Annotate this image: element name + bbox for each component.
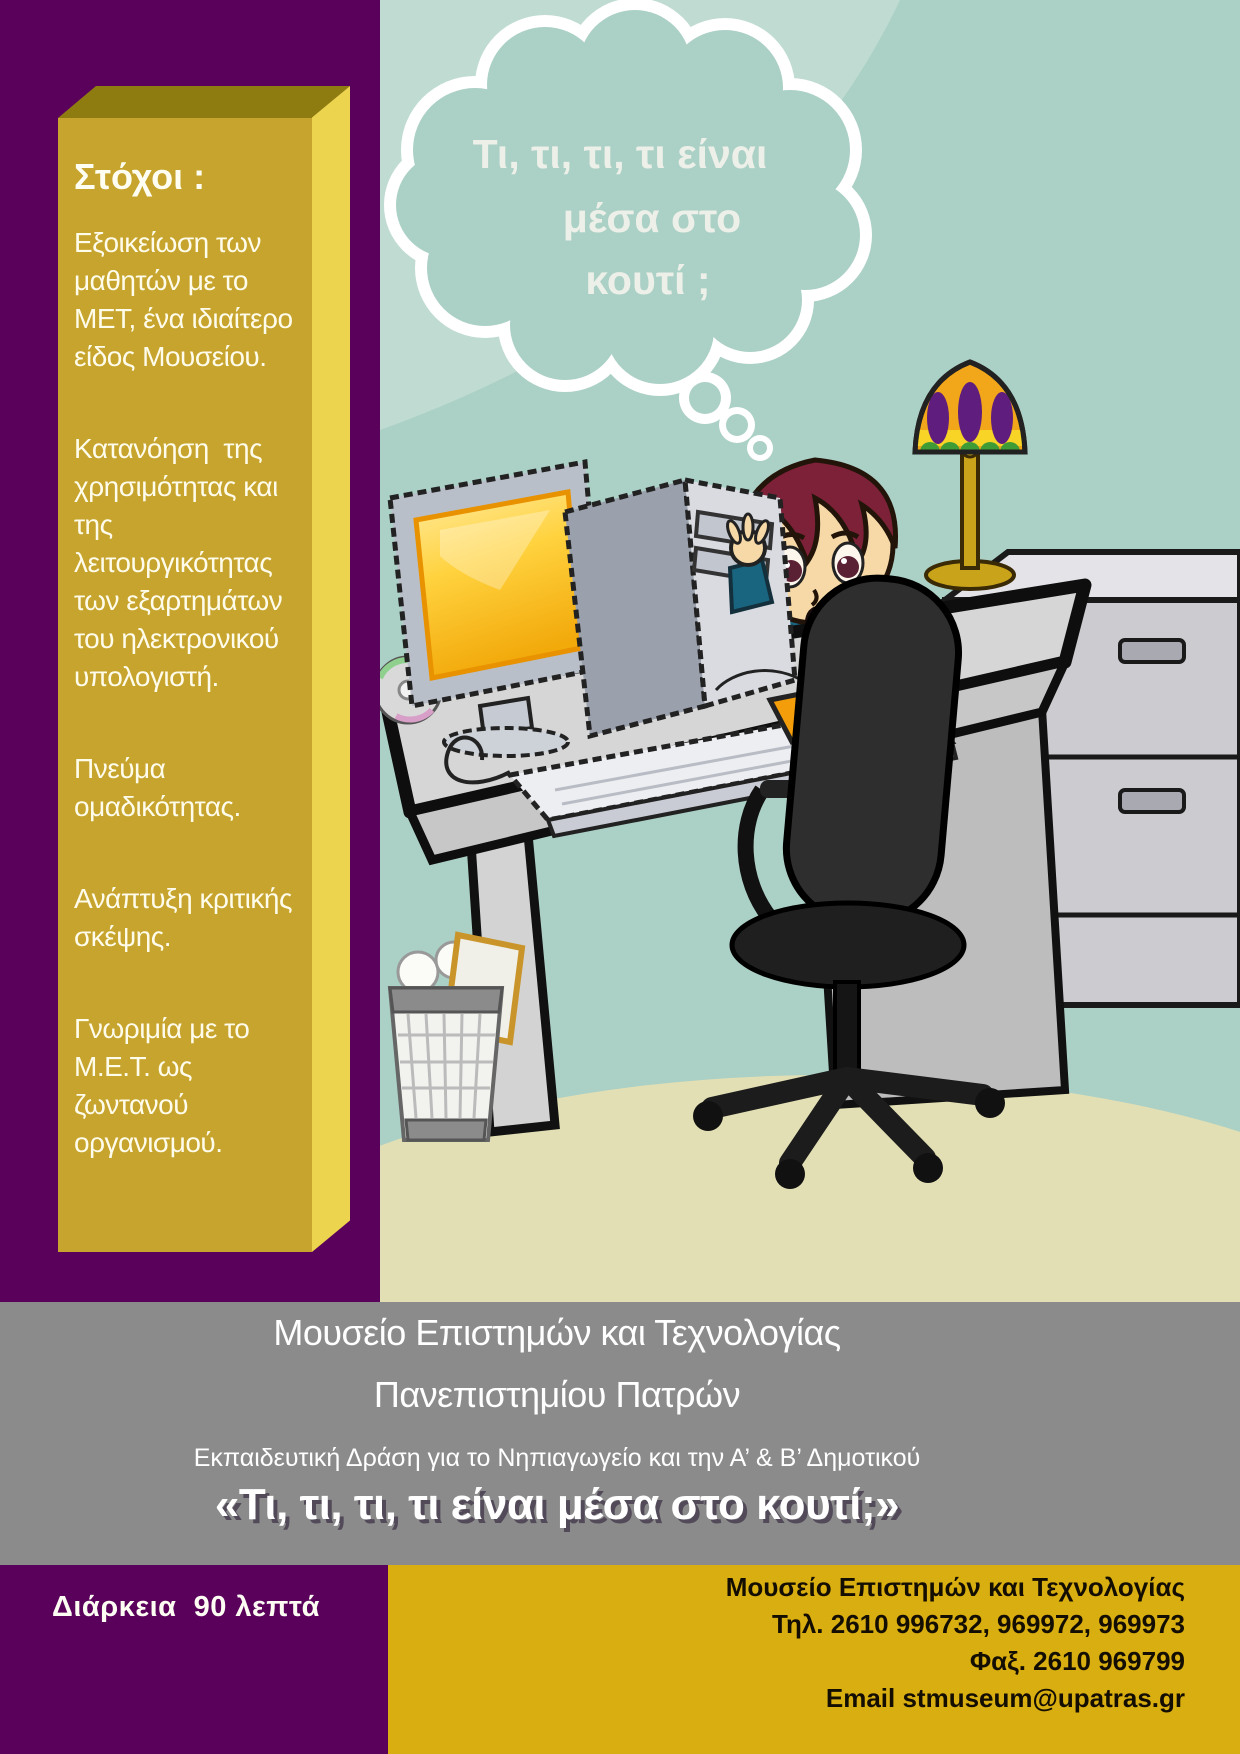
goals-box-side-face bbox=[312, 86, 350, 1252]
goal-item: Γνωριμία με το Μ.Ε.Τ. ως ζωντανού οργανισμού. bbox=[74, 1013, 257, 1158]
footer-contact-block bbox=[726, 1569, 1185, 1717]
footer-tel: Τηλ. 2610 996732, 969972, 969973 bbox=[772, 1609, 1185, 1639]
footer-purple-block bbox=[0, 1565, 388, 1754]
goals-box bbox=[58, 118, 312, 1252]
illustration-scene bbox=[380, 0, 1240, 1302]
bubble-line-1: Τι, τι, τι, τι είναι bbox=[472, 131, 768, 177]
goals-title: Στόχοι : bbox=[74, 156, 206, 197]
illustration-svg bbox=[380, 0, 1240, 1302]
banner-org-line2: Πανεπιστημίου Πατρών bbox=[373, 1374, 741, 1415]
goal-item: Εξοικείωση των μαθητών με το ΜΕΤ, ένα ιδιαίτερο είδος Μουσείου. bbox=[74, 227, 300, 372]
banner-subtitle: Εκπαιδευτική Δράση για το Νηπιαγωγείο και την Α’ & Β’ Δημοτικού bbox=[193, 1444, 921, 1472]
goal-item: Κατανόηση της χρησιμότητας και της λειτουργικότητας των εξαρτημάτων του ηλεκτρονικού υπολογιστή. bbox=[74, 433, 290, 692]
goal-item: Ανάπτυξη κριτικής σκέψης. bbox=[74, 883, 300, 952]
bubble-line-3: κουτί ; bbox=[585, 257, 711, 303]
footer-fax: Φαξ. 2610 969799 bbox=[969, 1646, 1185, 1676]
banner-title: «Τι, τι, τι, τι είναι μέσα στο κουτί;» bbox=[214, 1480, 900, 1529]
footer bbox=[0, 1565, 1240, 1754]
goals-box-top-face bbox=[58, 86, 350, 118]
duration-label: Διάρκεια 90 λεπτά bbox=[52, 1591, 320, 1623]
goal-item: Πνεύμα ομαδικότητας. bbox=[74, 753, 241, 822]
left-column bbox=[0, 0, 380, 1302]
banner-org-line1: Μουσείο Επιστημών και Τεχνολογίας bbox=[273, 1312, 841, 1353]
footer-email: Email stmuseum@upatras.gr bbox=[825, 1683, 1185, 1713]
footer-org: Μουσείο Επιστημών και Τεχνολογίας bbox=[725, 1572, 1185, 1602]
bubble-line-2: μέσα στο bbox=[562, 195, 742, 241]
gray-banner bbox=[0, 1302, 1240, 1565]
